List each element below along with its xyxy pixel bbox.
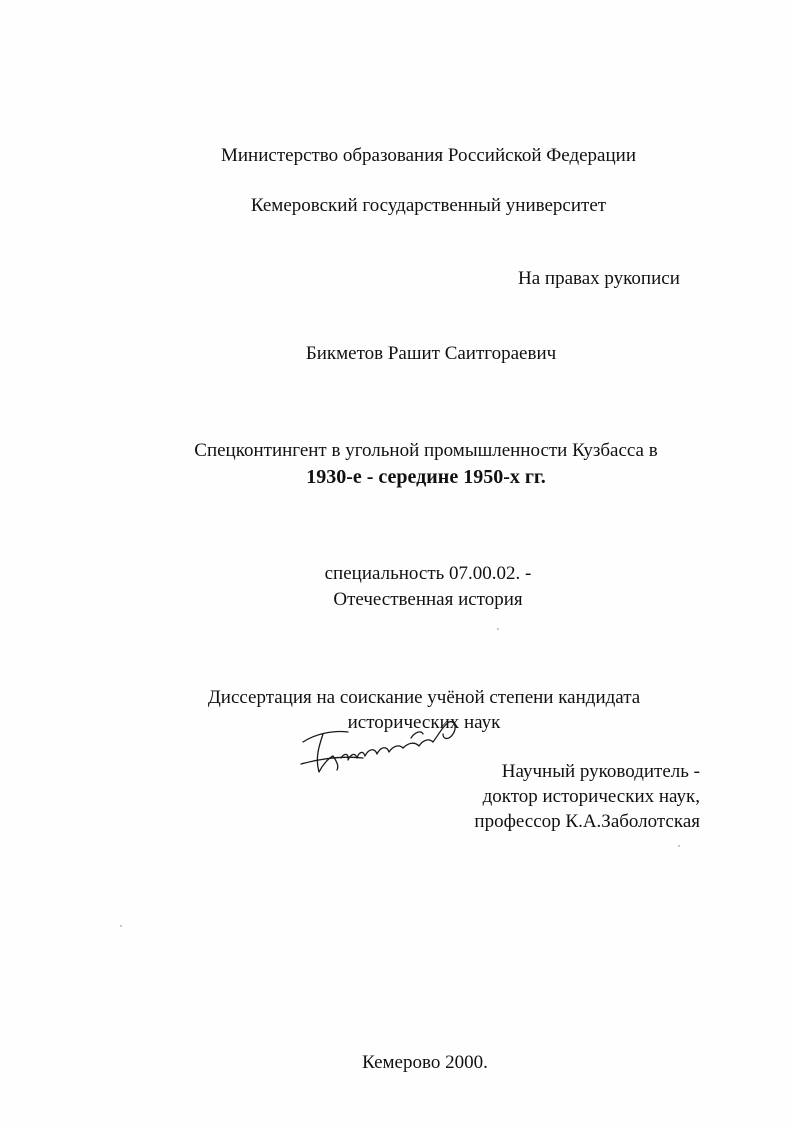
ministry-heading: Министерство образования Российской Федерации bbox=[221, 145, 636, 166]
scan-speck bbox=[497, 628, 499, 630]
dissertation-degree-line-2: исторических наук bbox=[347, 712, 501, 733]
author-name: Бикметов Рашит Саитгораевич bbox=[305, 343, 557, 364]
supervisor-degree: доктор исторических наук, bbox=[482, 786, 700, 807]
supervisor-role: Научный руководитель - bbox=[501, 761, 700, 782]
university-heading: Кемеровский государственный университет bbox=[250, 195, 607, 216]
scan-speck bbox=[678, 845, 680, 847]
dissertation-degree-line-1: Диссертация на соискание учёной степени кандидата bbox=[207, 687, 641, 708]
manuscript-rights-note: На правах рукописи bbox=[518, 268, 680, 289]
scan-speck bbox=[120, 925, 122, 927]
thesis-title-line-1: Спецконтингент в угольной промышленности Кузбасса в bbox=[194, 440, 658, 461]
city-year: Кемерово 2000. bbox=[362, 1052, 488, 1073]
supervisor-name: профессор К.А.Заболотская bbox=[474, 811, 700, 832]
thesis-title-line-2: 1930-е - середине 1950-х гг. bbox=[306, 466, 546, 488]
specialty-code: специальность 07.00.02. - bbox=[324, 563, 532, 584]
specialty-name: Отечественная история bbox=[333, 589, 523, 610]
